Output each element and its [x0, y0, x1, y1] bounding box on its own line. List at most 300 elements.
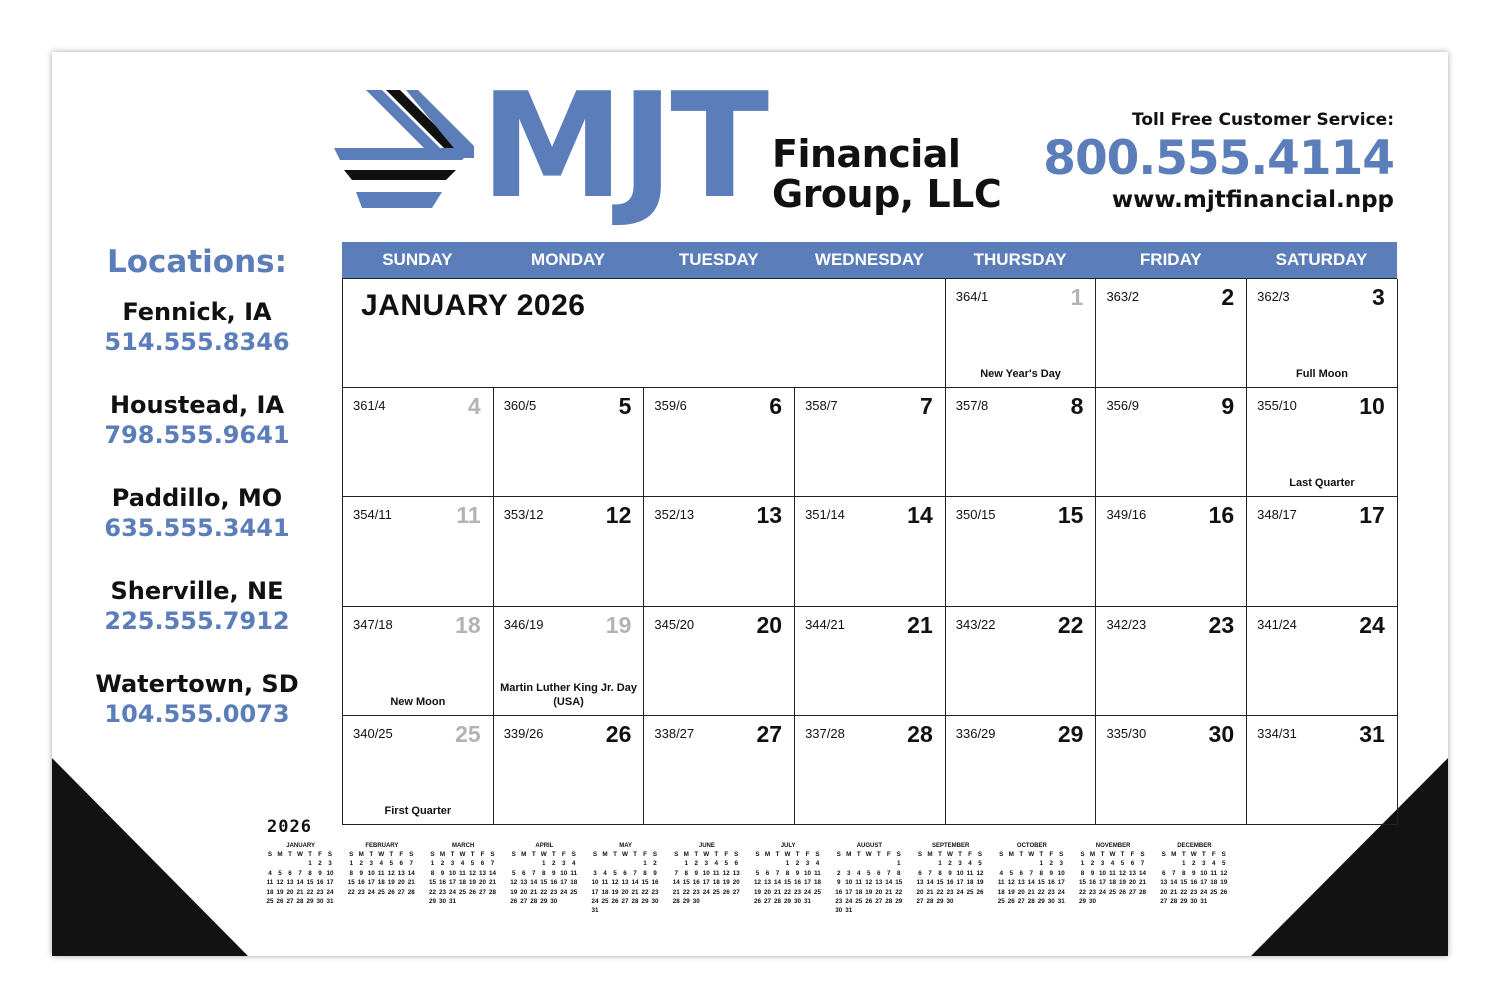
mini-day: 10	[1057, 869, 1065, 877]
day-number: 14	[907, 502, 933, 529]
mini-day: 11	[1109, 869, 1116, 877]
mini-day: 24	[845, 898, 853, 906]
mini-month-grid	[671, 850, 747, 906]
mini-day: 4	[968, 860, 972, 868]
mini-day: 6	[623, 869, 627, 877]
mini-day: 25	[855, 898, 863, 906]
mini-day: 8	[643, 869, 647, 877]
mini-day: 16	[1047, 879, 1055, 887]
mini-weekday-letter: T	[938, 851, 942, 858]
mini-day: 3	[1059, 860, 1063, 868]
mini-day: 24	[803, 888, 811, 896]
mini-month-name: DECEMBER	[1177, 843, 1212, 849]
day-number: 18	[455, 611, 481, 638]
mini-weekday-letter: S	[571, 851, 576, 858]
mini-day: 14	[672, 879, 680, 887]
mini-day: 7	[1029, 869, 1033, 877]
mini-day: 9	[551, 869, 556, 877]
mini-month	[504, 842, 585, 916]
mini-weekday-letter: S	[652, 851, 658, 858]
mini-day: 23	[651, 888, 659, 896]
mini-day: 8	[349, 869, 353, 877]
day-number: 3	[1372, 284, 1385, 310]
mini-day: 2	[795, 860, 800, 868]
mini-day: 31	[1200, 898, 1208, 906]
mini-day: 26	[276, 898, 284, 906]
mini-day: 17	[560, 879, 568, 887]
mini-day: 16	[946, 879, 954, 887]
day-number: 26	[605, 720, 632, 747]
mini-day: 8	[541, 869, 546, 877]
location-name: Fennick, IA	[122, 298, 272, 326]
mini-day: 22	[936, 888, 944, 896]
mini-day: 26	[468, 888, 476, 896]
mini-day: 20	[621, 888, 629, 896]
day-cell	[946, 497, 1097, 606]
mini-day: 25	[712, 888, 720, 896]
mini-day: 2	[1090, 860, 1095, 868]
mini-weekday-letter: S	[734, 851, 739, 858]
mini-day: 22	[682, 888, 690, 896]
mini-day: 7	[1171, 869, 1176, 877]
mini-month-name: MARCH	[451, 843, 475, 849]
mini-day: 21	[1170, 888, 1178, 896]
mini-blank	[529, 859, 539, 868]
day-of-year: 362/3	[1257, 289, 1290, 304]
mini-weekday-letter: M	[1008, 851, 1014, 858]
mini-day: 17	[702, 879, 710, 887]
day-cell	[644, 497, 795, 606]
mini-day: 3	[369, 860, 373, 868]
mini-day: 13	[1160, 879, 1168, 887]
mini-day: 5	[978, 860, 982, 868]
mini-day: 27	[621, 898, 629, 906]
mini-day: 15	[540, 879, 548, 887]
mini-day: 3	[846, 869, 851, 877]
mini-day: 19	[510, 888, 518, 896]
mini-day: 19	[722, 879, 730, 887]
mini-day: 4	[379, 860, 383, 868]
location-phone: 798.555.9641	[104, 421, 290, 449]
mini-day: 21	[672, 888, 680, 896]
mini-day: 14	[1027, 879, 1035, 887]
mini-day: 29	[1078, 898, 1086, 906]
day-of-year: 356/9	[1106, 398, 1139, 414]
day-of-year: 363/2	[1106, 289, 1139, 304]
day-number: 22	[1057, 611, 1084, 638]
mini-day: 28	[407, 888, 415, 896]
mini-day: 9	[694, 869, 698, 877]
mini-weekday-letter: S	[917, 851, 923, 858]
mini-day: 10	[845, 879, 853, 887]
mini-day: 26	[753, 898, 761, 906]
mini-weekday-letter: W	[297, 851, 303, 858]
mini-month-grid	[1078, 850, 1154, 906]
mini-weekday-letter: T	[775, 851, 780, 858]
mini-weekday-letter: F	[886, 851, 891, 858]
day-cell	[343, 388, 494, 497]
day-grid	[342, 278, 1397, 825]
mini-day: 27	[478, 888, 486, 896]
mini-day: 24	[326, 888, 334, 896]
mini-weekday-letter: M	[1089, 851, 1096, 858]
day-cell	[644, 388, 795, 497]
mini-day: 31	[845, 907, 853, 915]
mini-day: 31	[591, 907, 599, 915]
mini-day: 5	[613, 869, 617, 877]
location-name: Houstead, IA	[109, 391, 285, 419]
day-note: Last Quarter	[1289, 477, 1355, 490]
mini-blank	[265, 859, 275, 868]
mini-day: 23	[692, 888, 700, 896]
day-number: 13	[756, 502, 783, 529]
mini-day: 18	[1108, 879, 1116, 887]
mini-day: 19	[1220, 879, 1228, 887]
mini-day: 6	[734, 860, 738, 868]
mini-day: 5	[866, 869, 871, 877]
day-cell	[343, 716, 494, 825]
mini-day: 26	[611, 898, 619, 906]
location-phone: 104.555.0073	[104, 700, 290, 728]
mini-blank	[275, 859, 285, 868]
mini-day: 17	[956, 879, 964, 887]
mini-day: 5	[1221, 860, 1226, 868]
mini-day: 22	[306, 888, 314, 896]
mini-day: 9	[318, 869, 322, 877]
mini-day: 30	[793, 898, 801, 906]
weekday-label: FRIDAY	[1139, 250, 1202, 269]
mini-day: 3	[1100, 860, 1105, 868]
mini-day: 25	[266, 898, 274, 906]
mini-day: 19	[468, 879, 476, 887]
mini-day: 12	[1007, 879, 1015, 887]
day-number: 5	[618, 393, 632, 420]
mini-day: 18	[997, 888, 1005, 896]
mini-day: 15	[783, 879, 791, 887]
day-cell	[946, 279, 1097, 388]
day-of-year: 351/14	[805, 507, 845, 523]
mini-day: 20	[1160, 888, 1168, 896]
mini-day: 5	[1120, 860, 1125, 868]
mini-day: 31	[326, 898, 334, 906]
mini-blank	[925, 859, 935, 868]
mini-day: 23	[835, 898, 843, 906]
mini-day: 14	[1170, 879, 1178, 887]
mini-day: 14	[488, 869, 496, 877]
mini-weekday-letter: F	[1049, 851, 1054, 858]
mini-day: 4	[603, 869, 607, 877]
mini-day: 28	[631, 898, 639, 906]
mini-day: 16	[1088, 879, 1096, 887]
location-name: Paddillo, MO	[111, 484, 283, 512]
mini-weekday-letter: F	[1211, 851, 1216, 858]
mini-day: 25	[458, 888, 466, 896]
mini-day: 12	[753, 879, 761, 887]
mini-day: 29	[936, 898, 944, 906]
mini-day: 13	[916, 879, 924, 887]
mini-month-grid	[753, 850, 829, 906]
mini-weekday-letter: M	[439, 851, 446, 858]
day-note: New Year's Day	[980, 368, 1061, 381]
mini-day: 11	[997, 879, 1005, 887]
mini-weekday-letter: M	[277, 851, 283, 858]
mini-day: 27	[763, 898, 771, 906]
mini-weekday-letter: W	[622, 851, 628, 858]
mini-weekday-letter: S	[674, 851, 679, 858]
mini-day: 4	[1211, 860, 1216, 868]
mini-weekday-letter: M	[1171, 851, 1177, 858]
mini-day: 19	[976, 879, 984, 887]
mini-weekday-letter: F	[643, 851, 647, 858]
mini-day: 24	[591, 898, 599, 906]
day-number: 25	[455, 720, 481, 747]
mini-day: 8	[938, 869, 942, 877]
mini-month-grid	[346, 850, 422, 897]
day-number: 7	[919, 393, 933, 420]
mini-day: 18	[601, 888, 609, 896]
day-note: First Quarter	[384, 804, 452, 817]
mini-weekday-letter: S	[267, 851, 273, 858]
mini-weekday-letter: F	[805, 851, 810, 858]
month-calendar	[342, 242, 1397, 825]
day-cell	[1247, 716, 1398, 825]
mini-weekday-letter: T	[613, 851, 617, 858]
weekday-label: SATURDAY	[1275, 250, 1368, 269]
mini-day: 23	[357, 888, 365, 896]
mini-day: 9	[440, 869, 445, 877]
mini-day: 8	[1039, 869, 1043, 877]
mini-day: 8	[896, 869, 901, 877]
mini-month	[829, 842, 910, 916]
mini-month-name: JULY	[780, 843, 796, 849]
mini-day: 13	[286, 879, 294, 887]
mini-blank	[1016, 859, 1026, 868]
day-of-year: 346/19	[503, 616, 544, 632]
mini-day: 1	[1039, 860, 1043, 868]
mini-day: 10	[591, 879, 599, 887]
mini-blank	[590, 859, 600, 868]
mini-day: 19	[865, 888, 873, 896]
mini-day: 26	[1220, 888, 1228, 896]
mini-day: 7	[886, 869, 891, 877]
mini-day: 30	[651, 898, 659, 906]
mini-day: 16	[1190, 879, 1198, 887]
mini-day: 1	[349, 860, 353, 868]
mini-day: 2	[440, 860, 445, 868]
weekday-label: MONDAY	[531, 250, 606, 269]
day-number: 28	[907, 720, 933, 747]
mini-day: 13	[397, 869, 405, 877]
mini-day: 15	[306, 879, 314, 887]
mini-day: 31	[448, 898, 456, 906]
mini-day: 22	[783, 888, 791, 896]
mini-day: 4	[268, 869, 272, 877]
website-url: www.mjtfinancial.npp	[1111, 187, 1394, 213]
mini-day: 15	[1037, 879, 1045, 887]
mini-day: 13	[478, 869, 486, 877]
day-number: 29	[1057, 720, 1084, 747]
mini-day: 2	[551, 860, 556, 868]
location-phone: 635.555.3441	[104, 514, 290, 542]
mini-weekday-letter: S	[1161, 851, 1166, 858]
mini-day: 16	[651, 879, 659, 887]
mini-weekday-letter: W	[378, 851, 385, 858]
mini-blank	[844, 859, 854, 868]
mini-weekday-letter: M	[521, 851, 527, 858]
mini-weekday-letter: W	[1190, 851, 1197, 858]
mini-day: 30	[438, 898, 446, 906]
location-item	[92, 575, 302, 668]
mini-day: 9	[795, 869, 800, 877]
mini-weekday-letter: M	[602, 851, 608, 858]
weekday-label: TUESDAY	[678, 250, 759, 269]
mini-day: 17	[845, 888, 853, 896]
mini-day: 21	[926, 888, 934, 896]
weekday-label: SUNDAY	[382, 250, 453, 269]
day-of-year: 335/30	[1106, 725, 1147, 741]
mini-day: 7	[928, 869, 932, 877]
day-number: 27	[756, 720, 783, 747]
mini-blank	[854, 859, 864, 868]
mini-day: 5	[724, 860, 728, 868]
mini-day: 2	[836, 869, 841, 877]
day-of-year: 337/28	[805, 725, 845, 741]
mini-day: 4	[856, 869, 861, 877]
mini-month-name: AUGUST	[856, 843, 883, 849]
mini-blank	[295, 859, 305, 868]
mini-weekday-letter: T	[1019, 851, 1024, 858]
mini-day: 11	[712, 869, 720, 877]
mini-day: 12	[276, 879, 284, 887]
mini-weekday-letter: T	[694, 851, 699, 858]
mini-day: 7	[674, 869, 678, 877]
day-cell	[1247, 279, 1398, 388]
mini-day: 17	[326, 879, 334, 887]
mini-day: 8	[1181, 869, 1186, 877]
mini-day: 6	[918, 869, 922, 877]
mini-day: 30	[835, 907, 843, 915]
day-of-year: 345/20	[654, 616, 695, 632]
mini-day: 15	[428, 879, 436, 887]
mini-month-grid	[590, 850, 666, 916]
mini-day: 7	[298, 869, 302, 877]
mini-month	[991, 842, 1072, 916]
mini-day: 5	[278, 869, 282, 877]
mini-day: 25	[1108, 888, 1116, 896]
mini-day: 27	[916, 898, 924, 906]
mini-day: 12	[722, 869, 730, 877]
mini-day: 21	[296, 888, 304, 896]
mini-day: 1	[1181, 860, 1186, 868]
mini-day: 5	[511, 869, 516, 877]
day-cell	[795, 607, 946, 716]
mini-day: 14	[1138, 869, 1146, 877]
mini-day: 3	[561, 860, 566, 868]
mini-day: 11	[966, 869, 974, 877]
mini-day: 24	[448, 888, 456, 896]
mini-day: 8	[308, 869, 312, 877]
mini-weekday-letter: S	[977, 851, 983, 858]
mini-weekday-letter: T	[1039, 851, 1044, 858]
mini-weekday-letter: T	[470, 851, 475, 858]
mini-day: 30	[1088, 898, 1096, 906]
mini-day: 22	[428, 888, 436, 896]
day-of-year: 354/11	[353, 507, 392, 523]
day-cell	[795, 497, 946, 606]
mini-day: 31	[803, 898, 811, 906]
mini-day: 19	[1118, 879, 1126, 887]
mini-day: 5	[755, 869, 760, 877]
mini-month-name: NOVEMBER	[1095, 843, 1131, 849]
mini-day: 28	[296, 898, 304, 906]
mini-day: 20	[478, 879, 486, 887]
mini-month	[260, 842, 341, 916]
mini-day: 20	[1128, 879, 1136, 887]
mini-month	[748, 842, 829, 916]
day-of-year: 340/25	[353, 725, 393, 741]
mini-day: 17	[803, 879, 811, 887]
day-of-year: 353/12	[503, 507, 544, 523]
mini-weekday-letter: F	[724, 851, 729, 858]
mini-month-grid	[996, 850, 1072, 906]
mini-day: 10	[448, 869, 456, 877]
mini-month-name: SEPTEMBER	[931, 843, 970, 849]
mini-day: 28	[1138, 888, 1146, 896]
mini-month	[666, 842, 747, 916]
mini-weekday-letter: T	[958, 851, 962, 858]
contact-block	[1043, 108, 1394, 214]
mini-day: 20	[732, 879, 740, 887]
mini-month-grid	[265, 850, 341, 906]
mini-weekday-letter: S	[490, 851, 495, 858]
mini-day: 1	[684, 860, 688, 868]
mini-weekday-letter: F	[399, 851, 404, 858]
mini-day: 11	[855, 879, 863, 887]
location-item	[92, 296, 302, 389]
day-cell	[946, 388, 1097, 497]
day-number: 20	[756, 611, 783, 638]
mini-day: 29	[1180, 898, 1188, 906]
mini-day: 23	[1190, 888, 1198, 896]
mini-blank	[620, 859, 630, 868]
mini-day: 10	[1098, 869, 1106, 877]
mini-month-grid	[509, 850, 585, 906]
mini-blank	[519, 859, 529, 868]
day-cell	[644, 607, 795, 716]
mini-day: 5	[1009, 869, 1013, 877]
day-cell	[494, 716, 645, 825]
day-cell	[1096, 497, 1247, 606]
day-cell	[343, 497, 494, 606]
mini-day: 6	[521, 869, 526, 877]
mini-weekday-letter: T	[531, 851, 536, 858]
mini-month-name: JANUARY	[286, 843, 316, 849]
mini-day: 3	[593, 869, 597, 877]
mini-day: 20	[286, 888, 294, 896]
mini-day: 11	[601, 879, 609, 887]
day-number: 16	[1208, 502, 1235, 529]
location-phone: 514.555.8346	[104, 328, 290, 356]
day-of-year: 350/15	[955, 507, 996, 523]
mini-day: 25	[601, 898, 609, 906]
mini-day: 1	[308, 860, 312, 868]
day-of-year: 342/23	[1106, 616, 1147, 632]
mini-weekday-letter: S	[1221, 851, 1226, 858]
weekday-label: THURSDAY	[973, 250, 1067, 269]
mini-weekday-letter: S	[836, 851, 841, 858]
mini-day: 21	[488, 879, 496, 887]
mini-day: 26	[722, 888, 730, 896]
